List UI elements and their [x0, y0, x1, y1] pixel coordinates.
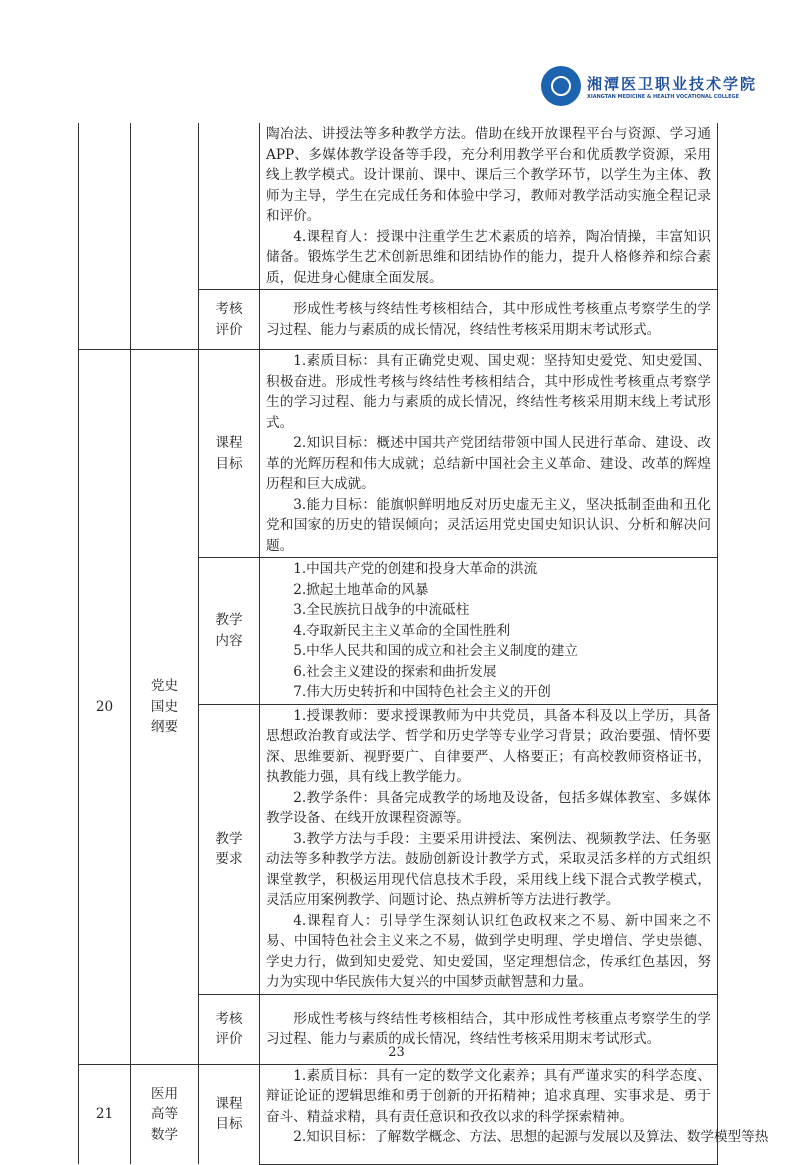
content-label [199, 558, 260, 705]
logo-chinese-name: 湘潭医卫职业技术学院 [587, 74, 758, 93]
label-line: 内容 [215, 632, 243, 649]
goal-text [260, 350, 718, 558]
label-line: 目标 [215, 1116, 243, 1133]
eval-text [260, 290, 718, 350]
table-row [79, 350, 718, 558]
prev-course-name-cell [131, 123, 199, 350]
list-item: 4.夺取新民主主义革命的全国性胜利 [293, 622, 511, 639]
college-seal-icon [541, 66, 581, 106]
paragraph: 陶冶法、讲授法等多种教学方法。借助在线开放课程平台与资源、学习通 APP、多媒体教学设备等手段，充分利用教学平台和优质教学资源，采用线上教学模式。设计课前、课中、课后三个教学环节，以学生为主体、教师为主导，学生在完成任务和体验中学习，教师对教学活动实施全程记录和评价。 [266, 126, 711, 224]
list-item: 1.中国共产党的创建和投身大革命的洪流 [293, 561, 538, 577]
course-name [131, 1064, 199, 1164]
prev-req-label-cell [199, 123, 260, 290]
paragraph: 4.课程育人：授课中注重学生艺术素质的培养，陶冶情操，丰富知识储备。锻炼学生艺术创新思维和团结协作的能力，提升人格修养和综合素质，促进身心健康全面发展。 [266, 228, 711, 286]
curriculum-table [78, 123, 769, 1165]
label-line: 课程 [215, 1095, 243, 1112]
label-line: 考核 [215, 1010, 243, 1027]
prev-course-no-cell [79, 123, 131, 350]
table-row [79, 1064, 718, 1164]
paragraph: 3.能力目标：能旗帜鲜明地反对历史虚无主义，坚决抵制歪曲和丑化党和国家的历史的错误倾向；灵活运用党史国史知识认识、分析和解决问题。 [266, 496, 711, 554]
name-line: 党史 [150, 678, 179, 694]
goal-label [199, 350, 260, 558]
eval-label [199, 290, 260, 350]
goal-text [260, 1064, 769, 1164]
paragraph: 形成性考核与终结性考核相结合，其中形成性考核重点考察学生的学习过程、能力与素质的成长情况，终结性考核采用期末考试形式。 [266, 301, 711, 338]
list-item: 6.社会主义建设的探索和曲折发展 [293, 663, 497, 680]
label-line: 教学 [215, 830, 243, 847]
paragraph: 形成性考核与终结性考核相结合，其中形成性考核重点考察学生的学习过程、能力与素质的成长情况，终结性考核采用期末考试形式。 [266, 1010, 711, 1047]
paragraph: 1.素质目标：具有正确党史观、国史观：坚持知史爱党、知史爱国、积极奋进。形成性考核与终结性考核相结合，其中形成性考核重点考察学生的学习过程、能力与素质的成长情况，终结性考核采用期末线上考试形式。 [266, 353, 711, 431]
req-label [199, 704, 260, 994]
paragraph: 2.教学条件：具备完成教学的场地及设备，包括多媒体教室、多媒体教学设备、在线开放课程资源等。 [266, 789, 711, 826]
paragraph: 2.知识目标：了解数学概念、方法、思想的起源与发展以及算法、数学模型等热 [293, 1129, 769, 1145]
label-line: 考核 [215, 301, 243, 317]
label-line: 评价 [215, 321, 243, 338]
paragraph: 2.知识目标：概述中国共产党团结带领中国人民进行革命、建设、改革的光辉历程和伟大成就；总结新中国社会主义革命、建设、改革的辉煌历程和巨大成就。 [266, 435, 711, 492]
course-name [131, 350, 199, 1065]
label-line: 课程 [215, 435, 243, 451]
req-text [260, 704, 718, 994]
name-line: 高等 [150, 1106, 179, 1122]
paragraph: 4.课程育人：引导学生深刻认识红色政权来之不易、新中国来之不易、中国特色社会主义来之不易，做到学史明理、学史增信、学史崇德、学史力行，做到知史爱党、知史爱国，坚定理想信念，传承红色基因，努力为实现中华民族伟大复兴的中国梦贡献智慧和力量。 [266, 912, 711, 990]
name-line: 纲要 [150, 719, 179, 735]
course-no: 21 [79, 1064, 131, 1164]
course-no: 20 [79, 350, 131, 1065]
college-logo [541, 66, 757, 106]
list-item: 3.全民族抗日战争的中流砥柱 [293, 602, 470, 618]
label-line: 目标 [215, 455, 243, 472]
prev-req-text [260, 123, 718, 290]
paragraph: 1.授课教师：要求授课教师为中共党员，具备本科及以上学历，具备思想政治教育或法学、哲学和历史学等专业学习背景；政治要强、情怀要深、思维要新、视野要广、自律要严、人格要正；有高校教师资格证书，执教能力强，具有线上教学能力。 [266, 707, 711, 785]
label-line: 要求 [215, 851, 243, 867]
table-row [79, 123, 718, 290]
page-number: 23 [388, 1045, 405, 1060]
label-line: 教学 [215, 612, 243, 629]
goal-label [199, 1064, 260, 1164]
paragraph: 3.教学方法与手段：主要采用讲授法、案例法、视频教学法、任务驱动法等多种教学方法。鼓励创新设计教学方式，采取灵活多样的方式组织课堂教学，积极运用现代信息技术手段，采用线上线下混合式教学模式，灵活应用案例教学、问题讨论、热点辨析等方法进行教学。 [266, 830, 711, 908]
label-line: 评价 [215, 1031, 243, 1047]
paragraph: 1.素质目标：具有一定的数学文化素养；具有严谨求实的科学态度、辩证论证的逻辑思维和勇于创新的开拓精神；追求真理、实事求是、勇于奋斗、精益求精，具有责任意识和孜孜以求的科学探索精神。 [266, 1067, 711, 1125]
content-list [260, 558, 718, 705]
logo-english-name: XIANGTAN MEDICINE & HEALTH VOCATIONAL COLLEGE [587, 93, 740, 100]
list-item: 2.掀起土地革命的风暴 [293, 581, 429, 598]
list-item: 7.伟大历史转折和中国特色社会主义的开创 [293, 684, 551, 700]
name-line: 数学 [150, 1126, 179, 1143]
list-item: 5.中华人民共和国的成立和社会主义制度的建立 [293, 643, 579, 659]
name-line: 国史 [150, 698, 179, 715]
name-line: 医用 [150, 1085, 179, 1102]
